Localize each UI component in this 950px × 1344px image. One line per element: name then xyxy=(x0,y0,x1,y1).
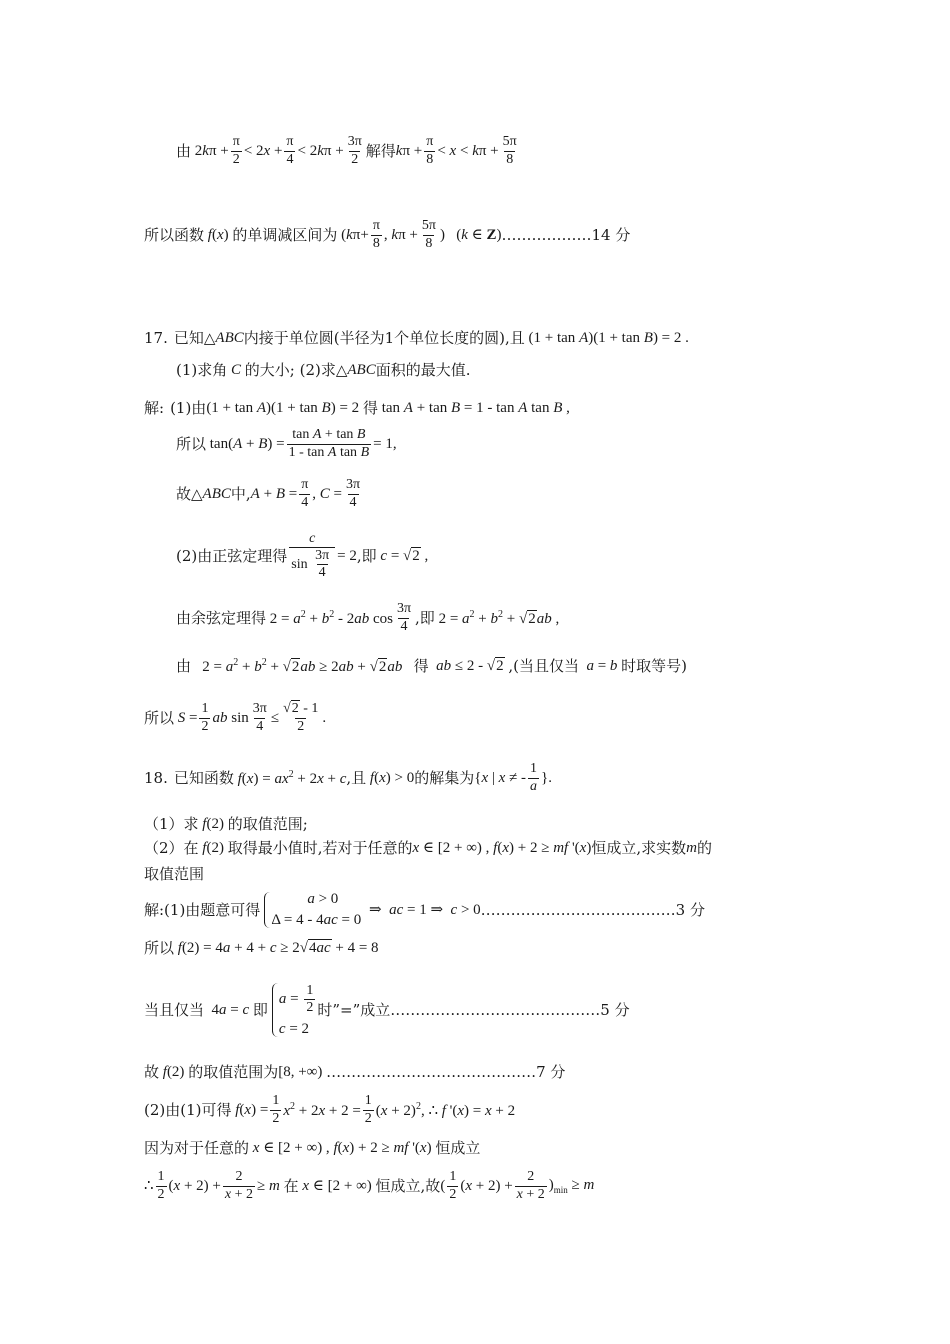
formula: (1 + tan A)(1 + tan B) = 2 . xyxy=(524,329,689,346)
formula: . xyxy=(322,709,327,726)
formula: }. xyxy=(541,769,552,786)
text: 当且仅当 xyxy=(144,1000,205,1019)
formula: [8, +∞) xyxy=(278,1063,327,1080)
q18-sol-7 xyxy=(144,1164,594,1208)
formula: $2 = a^2 + b^2 + √2ab$ , xyxy=(434,608,560,627)
formula: , C = xyxy=(312,485,343,502)
q18-sol-4 xyxy=(144,1062,565,1082)
text: 取值范围 xyxy=(144,864,205,883)
text: ,即 xyxy=(356,546,377,565)
fraction: $\frac{5\pi}{8}$ xyxy=(421,218,436,251)
formula: ≤ xyxy=(270,709,280,726)
text: 在 xyxy=(283,1176,299,1195)
fraction: $\frac{2}{x + 2}$ xyxy=(516,1169,545,1202)
text: (2)由(1)可得 xyxy=(144,1100,232,1119)
q17-sol-4 xyxy=(176,528,428,584)
fraction: $\frac{\pi}{2}$ xyxy=(232,134,240,167)
fraction: $\frac{1}{2}$ xyxy=(272,1093,280,1126)
formula: (kπ+ xyxy=(337,226,369,243)
text: (2)由正弦定理得 xyxy=(176,546,288,565)
text: ,(当且仅当 xyxy=(508,656,579,675)
text: 已知△ xyxy=(173,328,216,347)
formula: m xyxy=(686,839,697,856)
fraction: $\frac{1}{2}$ xyxy=(201,701,209,734)
score: …………………………………3 分 xyxy=(480,900,705,919)
formula: < 2x + xyxy=(243,142,283,159)
text: 内接于单位圆(半径为1个单位长度的圆),且 xyxy=(243,328,525,347)
text: 解: xyxy=(144,398,165,417)
q18-sol-1 xyxy=(144,886,705,934)
formula: ABC xyxy=(202,485,231,502)
system-brace: a = $\frac{1}{2}$ c = 2 xyxy=(272,983,317,1037)
score: ………………14 分 xyxy=(501,225,631,244)
problem-number: 17. xyxy=(144,328,168,347)
formula: f(2) xyxy=(202,815,228,832)
system-brace: a > 0 Δ = 4 - 4ac = 0 xyxy=(264,892,361,928)
text: 面积的最大值. xyxy=(375,360,471,379)
q18-q1 xyxy=(144,814,308,834)
q16-line2 xyxy=(144,212,630,258)
formula: ABC xyxy=(215,329,244,346)
q17-sol-1 xyxy=(144,398,570,418)
formula: )$_{min} \ge m$ xyxy=(548,1176,595,1195)
formula: < x < kπ + xyxy=(437,142,499,159)
problem-number: 18. xyxy=(144,768,168,787)
formula: ⇒ ac = 1 ⇒ c > 0 xyxy=(365,901,481,918)
fraction: $\frac{\pi}{4}$ xyxy=(286,134,294,167)
text: 得 xyxy=(362,398,378,417)
q18-q2 xyxy=(144,838,712,858)
formula: = 1, xyxy=(373,435,397,452)
formula: , kπ + xyxy=(383,226,418,243)
formula: ) (k ∈ Z) xyxy=(439,226,502,243)
text: ,且 xyxy=(346,768,367,787)
text: 的单调减区间为 xyxy=(232,225,338,244)
fraction: $\frac{3\pi}{2}$ xyxy=(347,134,362,167)
formula: A + B = xyxy=(250,485,298,502)
formula: f(2) = 4a + 4 + c ≥ 2√4ac + 4 = 8 xyxy=(177,939,379,956)
fraction: $\frac{3\pi}{4}$ xyxy=(252,701,267,734)
q17-sol-5 xyxy=(176,598,559,638)
fraction: $\frac{\pi}{8}$ xyxy=(426,134,434,167)
fraction: $\frac{2}{x + 2}$ xyxy=(224,1169,254,1202)
text: 所以 xyxy=(144,708,175,727)
text: 解得 xyxy=(365,141,396,160)
text: 所以函数 xyxy=(144,225,205,244)
formula: f(x) > 0 xyxy=(369,769,415,786)
text: （2）在 xyxy=(144,838,199,857)
fraction: $\frac{3\pi}{4}$ xyxy=(346,477,361,510)
text: 故△ xyxy=(176,484,203,503)
formula: = 2 xyxy=(337,547,357,564)
text: 恒成立,求实数 xyxy=(591,838,687,857)
fraction: $\frac{\pi}{8}$ xyxy=(372,218,380,251)
text: 即 xyxy=(252,1000,268,1019)
q18-q2-cont xyxy=(144,864,204,884)
q18-stem xyxy=(144,758,552,798)
text: 的取值范围为 xyxy=(188,1062,279,1081)
fraction: $\frac{√2 - 1}{2}$ xyxy=(283,701,319,734)
score: ……………………………………7 分 xyxy=(326,1062,566,1081)
text: 解:(1)由题意可得 xyxy=(144,900,261,919)
formula: f(x) = xyxy=(235,1101,269,1118)
text: 时取等号) xyxy=(621,656,688,675)
text: 故 xyxy=(144,1062,160,1081)
text: 恒成立,故 xyxy=(375,1176,441,1195)
formula: 4a = c xyxy=(204,1001,250,1018)
fraction: c sin $\frac{3\pi}{4}$ xyxy=(289,531,335,581)
text: 中, xyxy=(230,484,251,503)
q17-sol-6 xyxy=(176,648,687,684)
q18-sol-3 xyxy=(144,976,630,1044)
fraction: $\frac{5\pi}{8}$ xyxy=(502,134,517,167)
fraction: $\frac{1}{a}$ xyxy=(530,761,538,794)
text: 因为对于任意的 xyxy=(144,1138,250,1157)
formula: x ∈ [2 + ∞) xyxy=(302,1177,376,1194)
q17-sol-2 xyxy=(176,424,397,464)
fraction: $\frac{1}{2}$ xyxy=(157,1169,165,1202)
text: 恒成立 xyxy=(435,1138,481,1157)
text: 由余弦定理得 xyxy=(176,608,267,627)
text: 所以 xyxy=(144,938,175,957)
q18-sol-5 xyxy=(144,1090,515,1130)
formula: kπ + xyxy=(395,142,423,159)
formula: (1 + tan A)(1 + tan B) = 2 xyxy=(206,399,363,416)
text: （1）求 xyxy=(144,814,199,833)
formula: ≥ m xyxy=(257,1177,280,1194)
text: (1)由 xyxy=(170,398,207,417)
q17-sol-7 xyxy=(144,696,326,740)
fraction: $\frac{1}{2}$ xyxy=(449,1169,457,1202)
formula: ab ≤ 2 - √2 xyxy=(436,657,504,674)
text: (1)求角 xyxy=(176,360,228,379)
formula: $(x + 2)^2$, ∴ f '(x) = x + 2 xyxy=(375,1100,516,1119)
text: 时”=”成立 xyxy=(317,1000,391,1019)
text: 由 xyxy=(176,656,192,675)
fraction: $\frac{\text{tan A + tan B}}{\text{1 - tan A tan B}}$ xyxy=(288,427,370,460)
formula: $2 = a^2 + b^2 - 2ab$ cos xyxy=(266,608,393,627)
formula: ∴ xyxy=(144,1177,154,1194)
text: 的解集为 xyxy=(414,768,475,787)
formula: c = √2 , xyxy=(380,547,429,564)
formula: S = xyxy=(177,709,198,726)
formula: x ∈ [2 + ∞) , f(x) + 2 ≥ mf '(x) xyxy=(252,1139,436,1156)
formula: ab sin xyxy=(212,709,249,726)
formula: a = b xyxy=(586,657,618,674)
formula: (x + 2) + xyxy=(168,1177,221,1194)
formula: $f(x) = ax^2 + 2x + c$ xyxy=(237,768,347,787)
formula: ABC xyxy=(347,361,376,378)
q18-sol-6 xyxy=(144,1138,480,1158)
q17-question xyxy=(176,360,471,380)
formula: ( xyxy=(440,1177,446,1194)
formula: (x + 2) + xyxy=(460,1177,513,1194)
text: ,即 xyxy=(415,608,435,627)
fraction: $\frac{3\pi}{4}$ xyxy=(396,601,412,634)
formula: f(x) xyxy=(207,226,233,243)
text: 得 xyxy=(413,656,429,675)
text: 取得最小值时,若对于任意的 xyxy=(227,838,413,857)
formula: $2 = a^2 + b^2 + √2ab \ge 2ab + √2ab$ xyxy=(191,656,403,675)
formula: f(2) xyxy=(162,1063,189,1080)
fraction: $\frac{1}{2}$ xyxy=(364,1093,372,1126)
formula: x ∈ [2 + ∞) , f(x) + 2 ≥ mf '(x) xyxy=(412,839,592,856)
fraction: $\frac{\pi}{4}$ xyxy=(301,477,309,510)
formula: tan A + tan B = 1 - tan A tan B , xyxy=(377,399,570,416)
text: 由 xyxy=(176,141,192,160)
q18-sol-2 xyxy=(144,938,379,958)
formula: {x | x ≠ - xyxy=(474,769,527,786)
formula: f(2) xyxy=(202,839,228,856)
text: 的 xyxy=(696,838,712,857)
q16-line1 xyxy=(176,128,521,174)
formula: C xyxy=(227,361,245,378)
score: ……………………………………5 分 xyxy=(390,1000,630,1019)
formula: 2kπ + xyxy=(191,142,229,159)
text: 已知函数 xyxy=(173,768,234,787)
formula: < 2kπ + xyxy=(297,142,344,159)
formula: $x^2 + 2x + 2$ = xyxy=(283,1100,361,1119)
q17-sol-3 xyxy=(176,474,364,514)
q17-stem xyxy=(144,328,689,348)
text: 所以 xyxy=(176,434,207,453)
formula: tan(A + B) = xyxy=(206,435,285,452)
text: 的大小; (2)求△ xyxy=(244,360,348,379)
text: 的取值范围; xyxy=(227,814,308,833)
